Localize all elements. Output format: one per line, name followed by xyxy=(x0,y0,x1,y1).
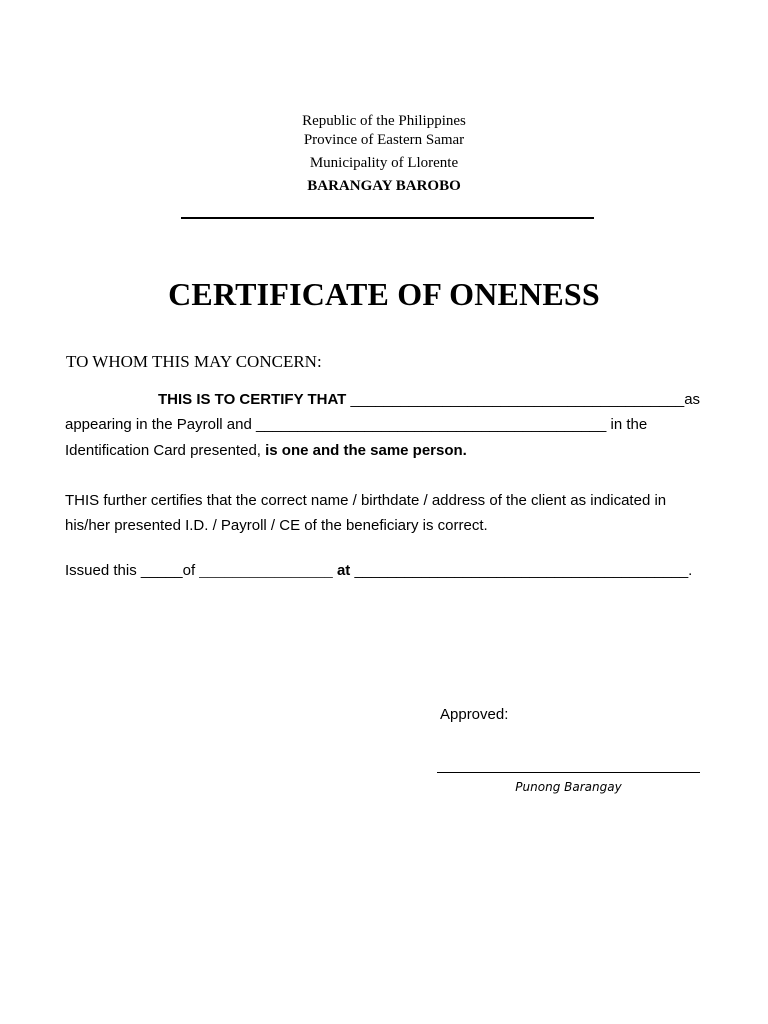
further-certifies-line-2: his/her presented I.D. / Payroll / CE of the beneficiary is correct. xyxy=(65,517,488,534)
payroll-lead: appearing in the Payroll and xyxy=(65,416,252,433)
header-divider xyxy=(181,217,594,219)
place-blank: ________________________________________ xyxy=(354,562,689,579)
id-card-lead: Identification Card presented, xyxy=(65,442,261,459)
same-person-statement: is one and the same person. xyxy=(265,442,467,459)
certify-as: as xyxy=(684,391,701,408)
header-barangay: BARANGAY BAROBO xyxy=(307,178,461,194)
certify-line-1 xyxy=(158,391,700,408)
signature-line xyxy=(437,772,700,773)
certify-line-3 xyxy=(65,442,467,459)
header-republic: Republic of the Philippines xyxy=(302,113,466,129)
issued-of: of xyxy=(182,562,196,579)
month-blank: ________________ xyxy=(199,562,333,579)
further-certifies-line-1: THIS further certifies that the correct name / birthdate / address of the client as indicated in xyxy=(65,492,667,509)
name-blank: ________________________________________ xyxy=(350,391,685,408)
in-the: in the xyxy=(610,416,648,433)
header-municipality: Municipality of Llorente xyxy=(309,155,459,171)
approved-label: Approved: xyxy=(440,706,509,723)
signatory-title: Punong Barangay xyxy=(515,780,622,794)
certify-lead: THIS IS TO CERTIFY THAT xyxy=(158,391,347,408)
day-blank: _____ xyxy=(140,562,183,579)
certificate-title: CERTIFICATE OF ONENESS xyxy=(168,276,600,312)
issued-at: at xyxy=(336,562,351,579)
salutation: TO WHOM THIS MAY CONCERN: xyxy=(66,352,322,371)
issued-lead: Issued this xyxy=(65,562,137,579)
certify-line-2 xyxy=(65,416,647,433)
header-province: Province of Eastern Samar xyxy=(303,132,465,148)
issued-line xyxy=(65,562,692,579)
issued-period: . xyxy=(688,562,693,579)
alias-blank: __________________________________________ xyxy=(255,416,607,433)
